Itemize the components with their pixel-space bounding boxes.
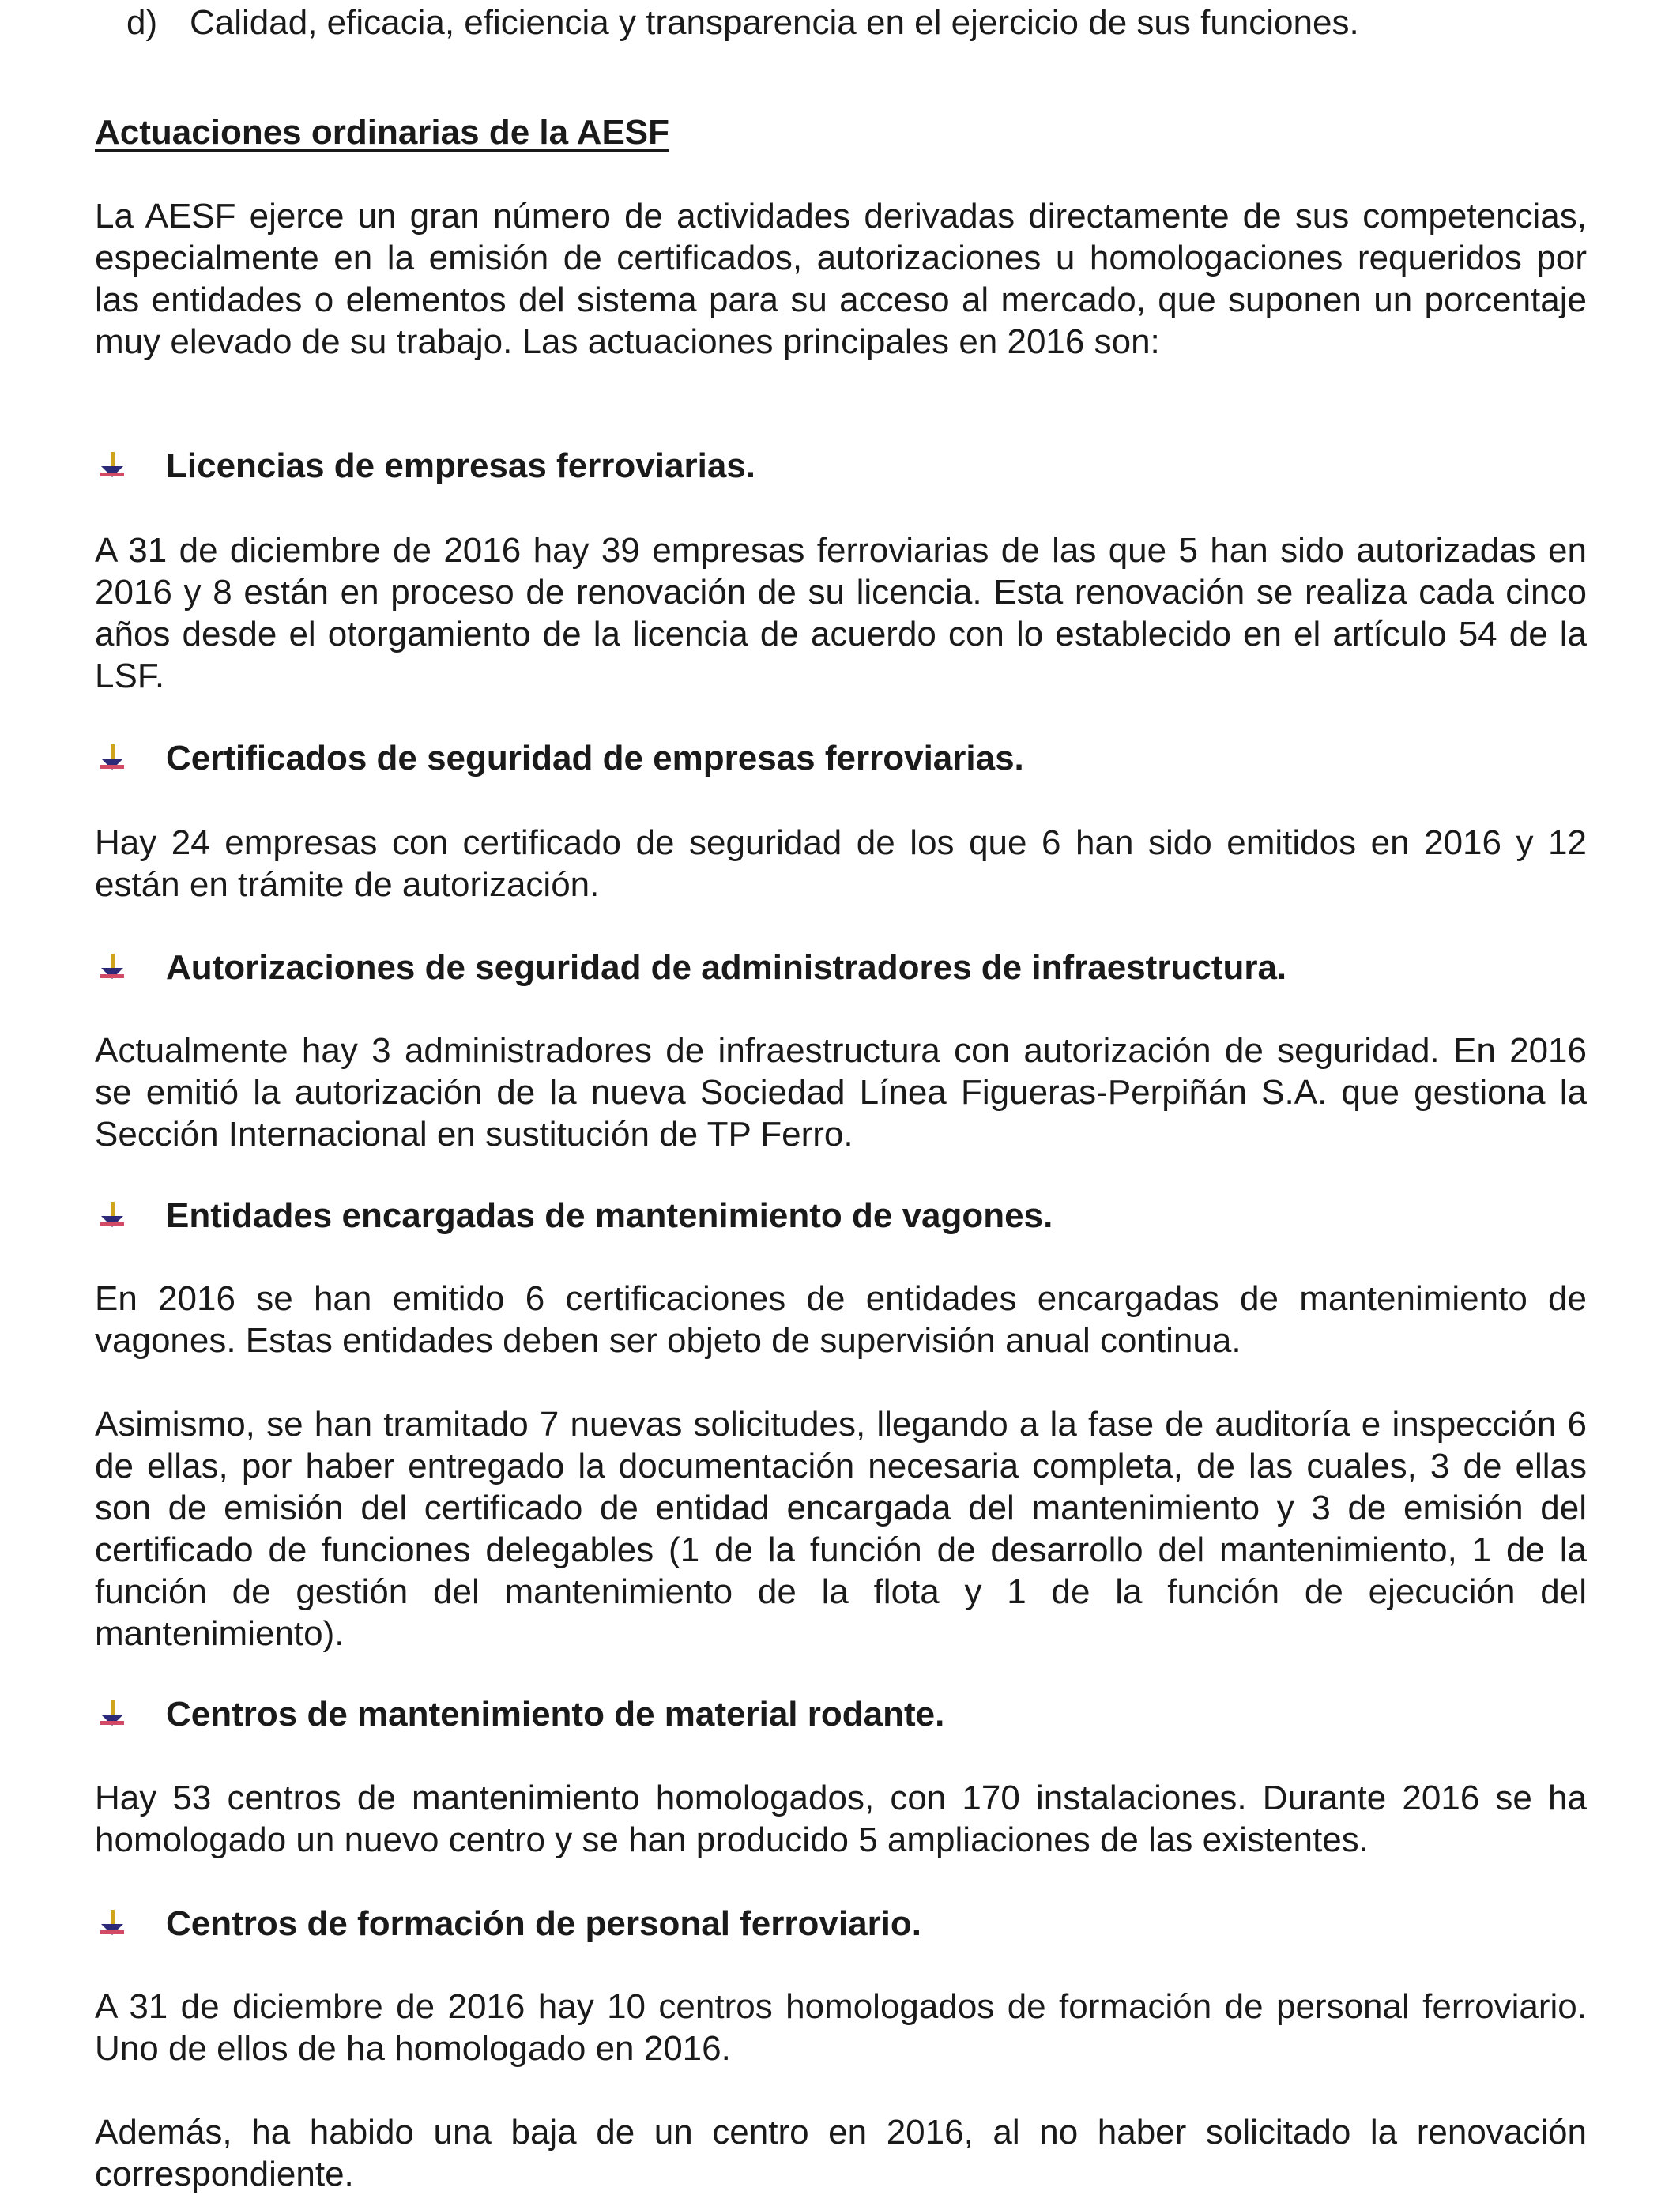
heading-text: Centros de formación de personal ferroviario. [166, 1904, 922, 1943]
list-label: d) [126, 3, 158, 42]
arrow-down-bullet-icon [98, 743, 126, 774]
paragraph-centros-mantenimiento: Hay 53 centros de mantenimiento homologados, con 170 instalaciones. Durante 2016 se ha homologado un nuevo centro y se han producido 5 ampliaciones de las existentes. [95, 1779, 1587, 1859]
list-text: Calidad, eficacia, eficiencia y transparencia en el ejercicio de sus funciones. [190, 3, 1359, 42]
heading-licencias [98, 445, 755, 487]
arrow-down-bullet-icon [98, 952, 126, 984]
heading-entidades [98, 1195, 1053, 1237]
arrow-down-bullet-icon [98, 1908, 126, 1940]
heading-text: Centros de mantenimiento de material rodante. [166, 1695, 945, 1734]
paragraph-autorizaciones: Actualmente hay 3 administradores de infraestructura con autorización de seguridad. En 2016 se emitió la autorización de la nueva Sociedad Línea Figueras-Perpiñán S.A. que gestiona la Sección Internacional en sustitución de TP Ferro. [95, 1031, 1587, 1154]
heading-text: Entidades encargadas de mantenimiento de vagones. [166, 1196, 1053, 1235]
paragraph-entidades-1: En 2016 se han emitido 6 certificaciones de entidades encargadas de mantenimiento de vagones. Estas entidades deben ser objeto de supervisión anual continua. [95, 1279, 1587, 1360]
paragraph-entidades-2: Asimismo, se han tramitado 7 nuevas solicitudes, llegando a la fase de auditoría e inspección 6 de ellas, por haber entregado la documentación necesaria completa, de las cuales, 3 de ellas son de emisión del certificado de entidad encargada del mantenimiento y 3 de emisión del certificado de funciones delegables (1 de la función de desarrollo del mantenimiento, 1 de la función de gestión del mantenimiento de la flota y 1 de la función de ejecución del mantenimiento). [95, 1405, 1587, 1653]
section-title: Actuaciones ordinarias de la AESF [95, 113, 670, 152]
arrow-down-bullet-icon [98, 450, 126, 482]
arrow-down-bullet-icon [98, 1200, 126, 1232]
arrow-down-bullet-icon [98, 1699, 126, 1730]
heading-autorizaciones [98, 947, 1286, 988]
paragraph-certificados: Hay 24 empresas con certificado de seguridad de los que 6 han sido emitidos en 2016 y 12 están en trámite de autorización. [95, 823, 1587, 904]
heading-text: Licencias de empresas ferroviarias. [166, 446, 755, 485]
paragraph-licencias: A 31 de diciembre de 2016 hay 39 empresas ferroviarias de las que 5 han sido autorizadas en 2016 y 8 están en proceso de renovación de su licencia. Esta renovación se realiza cada cinco años desde el otorgamiento de la licencia de acuerdo con lo establecido en el artículo 54 de la LSF. [95, 531, 1587, 695]
heading-centros-formacion [98, 1903, 921, 1945]
list-item-d [126, 2, 1587, 43]
heading-text: Autorizaciones de seguridad de administradores de infraestructura. [166, 948, 1287, 987]
paragraph-centros-formacion-2: Además, ha habido una baja de un centro en 2016, al no haber solicitado la renovación correspondiente. [95, 2113, 1587, 2193]
paragraph-centros-formacion-1: A 31 de diciembre de 2016 hay 10 centros homologados de formación de personal ferroviario. Uno de ellos de ha homologado en 2016. [95, 1987, 1587, 2068]
heading-centros-mantenimiento [98, 1693, 944, 1735]
heading-certificados [98, 737, 1024, 779]
intro-paragraph: La AESF ejerce un gran número de actividades derivadas directamente de sus competencias, especialmente en la emisión de certificados, autorizaciones u homologaciones requeridos por las entidades o elementos del sistema para su acceso al mercado, que suponen un porcentaje muy elevado de su trabajo. Las actuaciones principales en 2016 son: [95, 197, 1587, 361]
heading-text: Certificados de seguridad de empresas ferroviarias. [166, 739, 1024, 777]
